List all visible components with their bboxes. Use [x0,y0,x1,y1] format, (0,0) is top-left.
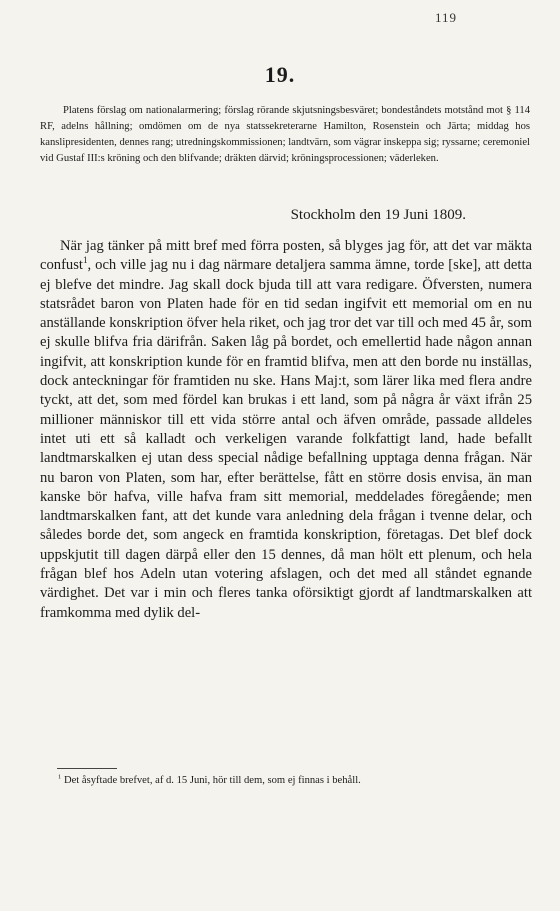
body-paragraph [40,237,532,623]
body-text-part1: När jag tänker på mitt bref med förra posten, så blyges jag för, att det var mäkta confust [40,238,532,274]
footnote [58,774,532,788]
footnote-reference: 1 [82,255,88,266]
page-number: 119 [434,10,457,25]
letter-body [40,237,532,623]
footnote-marker: 1 [58,773,62,781]
dateline: Stockholm den 19 Juni 1809. [290,207,466,223]
footnote-text: Det åsyftade brefvet, af d. 15 Juni, hör till dem, som ej finnas i behåll. [63,775,361,786]
footnote-divider [57,768,117,769]
body-text-part2: , och ville jag nu i dag närmare detaljera samma ämne, torde [ske], att detta ej blefve det mindre. Jag skall dock bjuda till att vara redigare. Öfversten, numera statsrådet baron von Platen hade för en tid sedan ingifvit ett memorial om en nu anställande konskription öfver hela riket, och jag tror det var till och med 45 år, som ej skulle blifva fria därifrån. Saken låg på bordet, och emellertid hade någon annan ingifvit, att konskription kunde för en framtid blifva, men att den borde nu inställas, dock anteckningar för framtiden nu ske. Hans Maj:t, som lärer lika med flera andre tyckt, att det, som med fördel kan brukas i ett land, som på några år växt ifrån 25 millioner människor till ett vida större antal och äfven område, passade alldeles intet uti ett så kalladt och verkeligen varande folkfattigt land, hade befallt landtmarskalken ej utan dess special nådige befallning upptaga denna frågan. När nu baron von Platen, som har, efter berättelse, fått en större dosis envisa, än man kanske bör hafva, ville hafva fram sitt memorial, meddelades föregående; men landtmarskalken fant, att det kunde vara anledning dela frågan i tvenne delar, och således borde det, som angeck en framtida konskription, företagas. Det blef dock uppskjutit till dagen därpå eller den 15 dennes, då man hölt ett plenum, och hela frågan blef hos Adeln utan votering afslagen, och det med all ståndet egnande värdighet. Det var i min och fleres tanka oförsiktigt gjordt af landtmarskalken att framkomma med dylik del- [40,257,532,621]
letter-number: 19. [264,62,296,87]
letter-summary: Platens förslag om nationalarmering; förslag rörande skjutsningsbesväret; bondeståndets motstånd mot § 114 RF, adelns hållning; omdömen om de nya statssekreterarne Hamilton, Rosenstein och Järta; middag hos kanslipresidenten, dennes rang; utredningskommissionen; landtvärn, som vägrar inskeppa sig; ryssarne; ceremoniel vid Gustaf III:s kröning och den blifvande; dräkten därvid; kröningsprocessionen; väderleken. [40,105,530,164]
